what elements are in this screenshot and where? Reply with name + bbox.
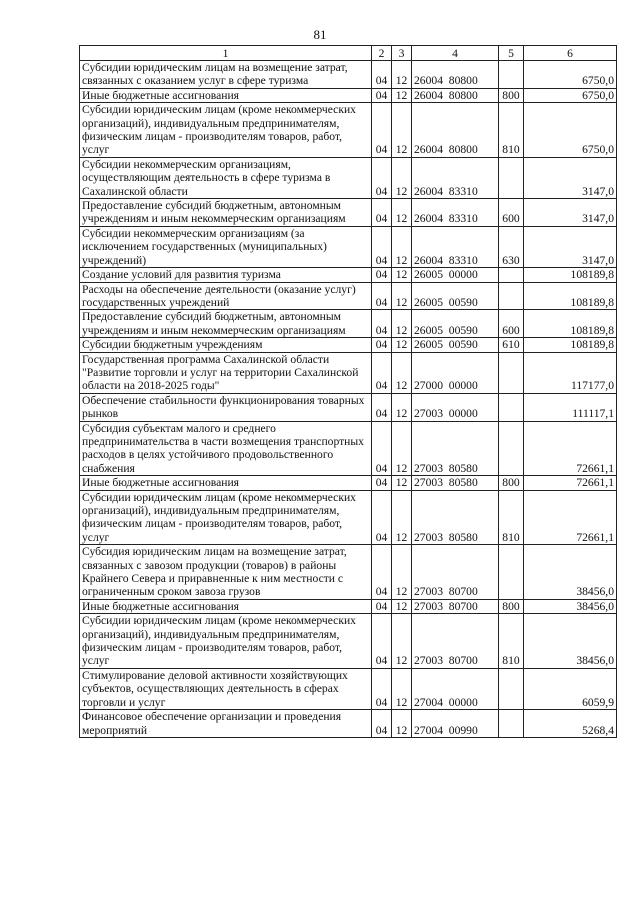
row-name: Субсидии некоммерческим организациям, осуществляющим деятельность в сфере туризма в Сахалинской области [80, 157, 372, 198]
article-code-1: 26004 [414, 212, 443, 226]
row-target-article [412, 476, 499, 490]
row-subsection: 12 [392, 352, 412, 393]
row-expense-type [499, 393, 524, 421]
row-subsection: 12 [392, 61, 412, 89]
row-amount: 6750,0 [524, 88, 617, 102]
row-name: Расходы на обеспечение деятельности (оказание услуг) государственных учреждений [80, 282, 372, 310]
row-expense-type: 800 [499, 476, 524, 490]
row-subsection: 12 [392, 614, 412, 669]
row-expense-type [499, 268, 524, 282]
row-target-article [412, 61, 499, 89]
row-subsection: 12 [392, 157, 412, 198]
table-header-row [80, 46, 617, 61]
row-name: Финансовое обеспечение организации и проведения мероприятий [80, 710, 372, 738]
row-amount: 72661,1 [524, 490, 617, 545]
article-code-2: 83310 [448, 253, 478, 267]
row-amount: 108189,8 [524, 338, 617, 352]
row-subsection: 12 [392, 490, 412, 545]
article-code-2: 00990 [448, 723, 478, 737]
article-code-2: 00000 [448, 379, 478, 393]
row-expense-type [499, 545, 524, 600]
row-subsection: 12 [392, 710, 412, 738]
article-code-2: 00000 [448, 695, 478, 709]
row-section: 04 [372, 614, 392, 669]
row-name: Стимулирование деловой активности хозяйствующих субъектов, осуществляющих деятельность в сферах торговли и услуг [80, 668, 372, 709]
table-row [80, 545, 617, 600]
row-amount: 38456,0 [524, 599, 617, 613]
row-target-article [412, 338, 499, 352]
row-expense-type [499, 282, 524, 310]
row-amount: 108189,8 [524, 282, 617, 310]
row-name: Субсидии юридическим лицам (кроме некоммерческих организаций), индивидуальным предпринимателям, физическим лицам - производителям товаров, работ, услуг [80, 614, 372, 669]
header-col-4: 4 [412, 46, 499, 61]
article-code-1: 27004 [414, 695, 443, 709]
row-amount: 38456,0 [524, 545, 617, 600]
row-subsection: 12 [392, 393, 412, 421]
row-target-article [412, 710, 499, 738]
row-expense-type: 610 [499, 338, 524, 352]
row-section: 04 [372, 545, 392, 600]
article-code-1: 26005 [414, 268, 443, 282]
row-target-article [412, 226, 499, 267]
row-target-article [412, 421, 499, 476]
row-name: Субсидии юридическим лицам (кроме некоммерческих организаций), индивидуальным предпринимателям, физическим лицам - производителям товаров, работ, услуг [80, 490, 372, 545]
article-code-2: 00000 [448, 268, 478, 282]
table-row [80, 226, 617, 267]
header-col-1: 1 [80, 46, 372, 61]
row-section: 04 [372, 226, 392, 267]
row-subsection: 12 [392, 338, 412, 352]
table-row [80, 88, 617, 102]
row-target-article [412, 103, 499, 158]
row-subsection: 12 [392, 226, 412, 267]
article-code-1: 27003 [414, 461, 443, 475]
table-row [80, 476, 617, 490]
row-name: Предоставление субсидий бюджетным, автономным учреждениям и иным некоммерческим организациям [80, 310, 372, 338]
article-code-1: 26004 [414, 143, 443, 157]
row-amount: 108189,8 [524, 268, 617, 282]
article-code-1: 27004 [414, 723, 443, 737]
article-code-1: 26005 [414, 323, 443, 337]
row-name: Субсидии некоммерческим организациям (за исключением государственных (муниципальных) учреждений) [80, 226, 372, 267]
row-name: Создание условий для развития туризма [80, 268, 372, 282]
table-row [80, 668, 617, 709]
row-amount: 111117,1 [524, 393, 617, 421]
article-code-2: 00590 [448, 295, 478, 309]
article-code-1: 26004 [414, 184, 443, 198]
row-amount: 5268,4 [524, 710, 617, 738]
row-section: 04 [372, 421, 392, 476]
row-section: 04 [372, 599, 392, 613]
article-code-1: 26004 [414, 88, 443, 102]
row-section: 04 [372, 668, 392, 709]
row-target-article [412, 614, 499, 669]
article-code-2: 83310 [448, 212, 478, 226]
row-amount: 3147,0 [524, 199, 617, 227]
row-expense-type: 800 [499, 599, 524, 613]
row-subsection: 12 [392, 310, 412, 338]
row-name: Субсидии бюджетным учреждениям [80, 338, 372, 352]
row-expense-type [499, 710, 524, 738]
article-code-1: 27003 [414, 599, 443, 613]
row-subsection: 12 [392, 476, 412, 490]
row-section: 04 [372, 199, 392, 227]
row-subsection: 12 [392, 88, 412, 102]
article-code-1: 27003 [414, 585, 443, 599]
row-subsection: 12 [392, 668, 412, 709]
article-code-1: 26005 [414, 295, 443, 309]
table-row [80, 421, 617, 476]
row-expense-type: 600 [499, 199, 524, 227]
table-row [80, 614, 617, 669]
row-amount: 6750,0 [524, 103, 617, 158]
row-target-article [412, 199, 499, 227]
row-name: Субсидии юридическим лицам (кроме некоммерческих организаций), индивидуальным предпринимателям, физическим лицам - производителям товаров, работ, услуг [80, 103, 372, 158]
row-name: Субсидия юридическим лицам на возмещение затрат, связанных с завозом продукции (товаров) в районы Крайнего Севера и приравненные к ним местности с ограниченным сроком завоза грузов [80, 545, 372, 600]
article-code-1: 27000 [414, 379, 443, 393]
row-target-article [412, 393, 499, 421]
article-code-2: 80580 [448, 476, 478, 490]
row-amount: 3147,0 [524, 226, 617, 267]
row-section: 04 [372, 310, 392, 338]
table-row [80, 710, 617, 738]
row-section: 04 [372, 490, 392, 545]
header-col-5: 5 [499, 46, 524, 61]
row-amount: 117177,0 [524, 352, 617, 393]
table-row [80, 268, 617, 282]
row-expense-type [499, 352, 524, 393]
article-code-1: 27003 [414, 530, 443, 544]
row-subsection: 12 [392, 421, 412, 476]
row-expense-type: 800 [499, 88, 524, 102]
article-code-1: 27003 [414, 476, 443, 490]
row-section: 04 [372, 268, 392, 282]
row-amount: 6750,0 [524, 61, 617, 89]
row-target-article [412, 668, 499, 709]
row-section: 04 [372, 338, 392, 352]
row-target-article [412, 599, 499, 613]
row-expense-type [499, 668, 524, 709]
article-code-2: 80700 [448, 654, 478, 668]
row-section: 04 [372, 393, 392, 421]
article-code-2: 83310 [448, 184, 478, 198]
row-expense-type [499, 61, 524, 89]
row-expense-type [499, 157, 524, 198]
page-number: 81 [313, 27, 327, 42]
article-code-2: 80580 [448, 461, 478, 475]
article-code-1: 26004 [414, 74, 443, 88]
article-code-2: 00590 [448, 323, 478, 337]
row-name: Иные бюджетные ассигнования [80, 599, 372, 613]
row-section: 04 [372, 476, 392, 490]
row-amount: 72661,1 [524, 476, 617, 490]
row-expense-type: 630 [499, 226, 524, 267]
row-expense-type: 810 [499, 103, 524, 158]
article-code-2: 80800 [448, 143, 478, 157]
article-code-1: 26005 [414, 338, 443, 352]
row-target-article [412, 268, 499, 282]
table-row [80, 599, 617, 613]
table-row [80, 103, 617, 158]
article-code-1: 27003 [414, 407, 443, 421]
table-row [80, 199, 617, 227]
row-name: Государственная программа Сахалинской области "Развитие торговли и услуг на территории Сахалинской области на 2018-2025 годы" [80, 352, 372, 393]
row-target-article [412, 310, 499, 338]
article-code-2: 80700 [448, 585, 478, 599]
article-code-2: 80700 [448, 599, 478, 613]
row-target-article [412, 157, 499, 198]
table-row [80, 352, 617, 393]
table-row [80, 490, 617, 545]
row-subsection: 12 [392, 545, 412, 600]
row-subsection: 12 [392, 268, 412, 282]
row-amount: 72661,1 [524, 421, 617, 476]
article-code-2: 00000 [448, 407, 478, 421]
row-target-article [412, 490, 499, 545]
row-subsection: 12 [392, 103, 412, 158]
row-name: Субсидии юридическим лицам на возмещение затрат, связанных с оказанием услуг в сфере туризма [80, 61, 372, 89]
table-row [80, 338, 617, 352]
budget-table [79, 45, 617, 738]
table-row [80, 61, 617, 89]
row-name: Иные бюджетные ассигнования [80, 88, 372, 102]
article-code-1: 27003 [414, 654, 443, 668]
row-expense-type: 600 [499, 310, 524, 338]
row-subsection: 12 [392, 599, 412, 613]
row-target-article [412, 282, 499, 310]
row-name: Субсидия субъектам малого и среднего предпринимательства в части возмещения транспортных расходов в целях устойчивого продовольственного снабжения [80, 421, 372, 476]
row-section: 04 [372, 88, 392, 102]
article-code-2: 80800 [448, 88, 478, 102]
row-section: 04 [372, 61, 392, 89]
row-name: Обеспечение стабильности функционирования товарных рынков [80, 393, 372, 421]
row-section: 04 [372, 352, 392, 393]
row-subsection: 12 [392, 199, 412, 227]
row-target-article [412, 545, 499, 600]
row-target-article [412, 88, 499, 102]
table-row [80, 310, 617, 338]
table-row [80, 282, 617, 310]
header-col-3: 3 [392, 46, 412, 61]
row-expense-type: 810 [499, 614, 524, 669]
row-amount: 38456,0 [524, 614, 617, 669]
row-subsection: 12 [392, 282, 412, 310]
article-code-1: 26004 [414, 253, 443, 267]
row-section: 04 [372, 103, 392, 158]
row-name: Иные бюджетные ассигнования [80, 476, 372, 490]
row-amount: 108189,8 [524, 310, 617, 338]
article-code-2: 80580 [448, 530, 478, 544]
row-amount: 6059,9 [524, 668, 617, 709]
row-section: 04 [372, 157, 392, 198]
row-amount: 3147,0 [524, 157, 617, 198]
table-row [80, 157, 617, 198]
row-target-article [412, 352, 499, 393]
header-col-6: 6 [524, 46, 617, 61]
header-col-2: 2 [372, 46, 392, 61]
article-code-2: 00590 [448, 338, 478, 352]
row-name: Предоставление субсидий бюджетным, автономным учреждениям и иным некоммерческим организациям [80, 199, 372, 227]
article-code-2: 80800 [448, 74, 478, 88]
row-section: 04 [372, 710, 392, 738]
row-expense-type: 810 [499, 490, 524, 545]
row-expense-type [499, 421, 524, 476]
row-section: 04 [372, 282, 392, 310]
table-row [80, 393, 617, 421]
